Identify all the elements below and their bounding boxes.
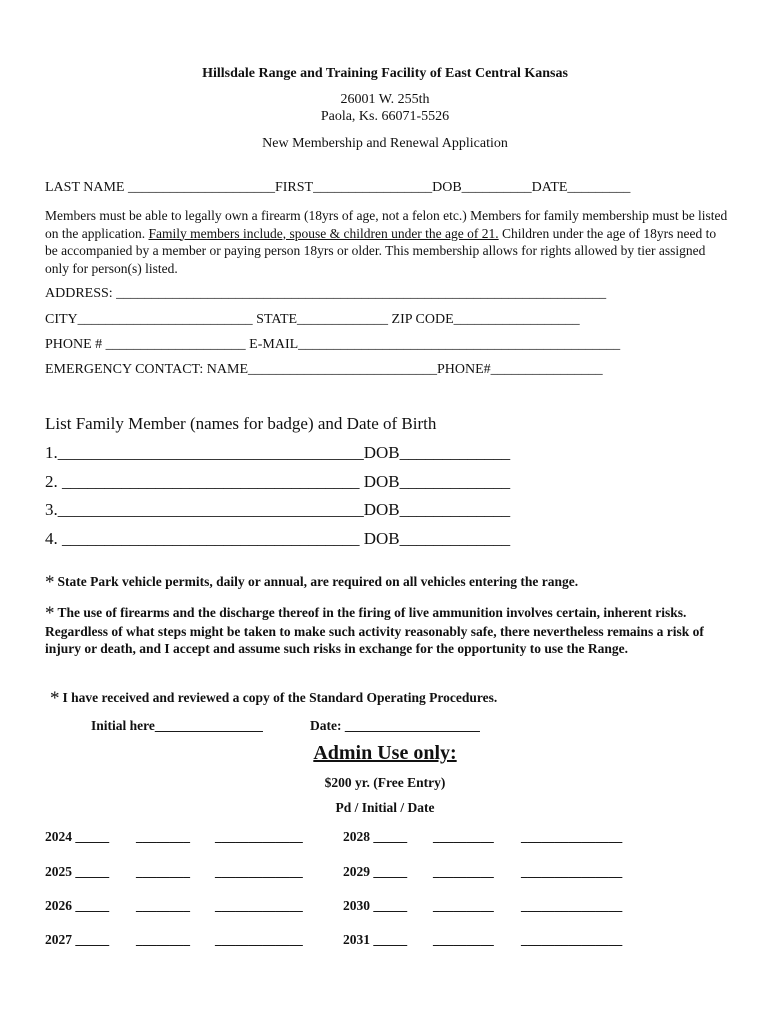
sop-notice-text: I have received and reviewed a copy of the Standard Operating Procedures.	[62, 690, 498, 705]
year-row-2029[interactable]: 2029 _____	[343, 864, 408, 879]
date-field[interactable]: Date: ____________________	[310, 718, 480, 733]
address-line-1: 26001 W. 255th	[340, 92, 430, 107]
year-2027-date[interactable]: _____________	[215, 932, 303, 947]
year-2030-initial[interactable]: _________	[433, 898, 494, 913]
family-heading: List Family Member (names for badge) and Date of Birth	[45, 414, 437, 433]
eligibility-paragraph	[45, 207, 730, 277]
emergency-contact-line[interactable]: EMERGENCY CONTACT: NAME___________________________PHONE#________________	[45, 362, 603, 377]
vehicle-notice	[45, 572, 578, 594]
name-fields-line[interactable]: LAST NAME _____________________FIRST_________________DOB__________DATE_________	[45, 180, 631, 195]
year-2031-date[interactable]: _______________	[521, 932, 623, 947]
year-2024-date[interactable]: _____________	[215, 829, 303, 844]
year-2026-initial[interactable]: ________	[136, 898, 190, 913]
eligibility-underlined: Family members include, spouse & children under the age of 21.	[148, 225, 499, 241]
year-2029-date[interactable]: _______________	[521, 864, 623, 879]
risk-notice	[45, 604, 735, 658]
form-subtitle: New Membership and Renewal Application	[262, 136, 508, 151]
admin-title: Admin Use only:	[313, 742, 457, 764]
year-2028-initial[interactable]: _________	[433, 829, 494, 844]
admin-fee: $200 yr. (Free Entry)	[324, 775, 446, 790]
year-2026-date[interactable]: _____________	[215, 898, 303, 913]
phone-email-line[interactable]: PHONE # ____________________ E-MAIL______________________________________________	[45, 337, 621, 352]
form-title: Hillsdale Range and Training Facility of East Central Kansas	[202, 66, 568, 81]
risk-notice-text: The use of firearms and the discharge thereof in the firing of live ammunition involves certain, inherent risks. Regardless of what steps might be taken to make such activity reasonably safe, there nevertheless remains a risk of injury or death, and I accept and assume such risks in exchange for the opportunity to use the Range.	[45, 605, 704, 656]
year-row-2030[interactable]: 2030 _____	[343, 898, 408, 913]
vehicle-notice-text: State Park vehicle permits, daily or annual, are required on all vehicles entering the range.	[57, 574, 579, 589]
year-2025-initial[interactable]: ________	[136, 864, 190, 879]
year-2027-initial[interactable]: ________	[136, 932, 190, 947]
address-line-2: Paola, Ks. 66071-5526	[320, 109, 450, 124]
address-field-line[interactable]: ADDRESS: ______________________________________________________________________	[45, 286, 607, 301]
eligibility-text-2: Children under the age of 18yrs need to be accompanied by a member or paying person 18yrs or older. This membership allows for rights allowed by tier assigned only for person(s) listed.	[45, 225, 717, 276]
year-row-2028[interactable]: 2028 _____	[343, 829, 408, 844]
year-2024-initial[interactable]: ________	[136, 829, 190, 844]
year-row-2031[interactable]: 2031 _____	[343, 932, 408, 947]
asterisk: *	[45, 572, 55, 593]
city-state-zip-line[interactable]: CITY_________________________ STATE_____________ ZIP CODE__________________	[45, 312, 580, 327]
year-row-2026[interactable]: 2026 _____	[45, 898, 110, 913]
year-row-2024[interactable]: 2024 _____	[45, 829, 110, 844]
year-2025-date[interactable]: _____________	[215, 864, 303, 879]
family-row-4[interactable]: 4. ___________________________________ DOB_____________	[45, 529, 511, 548]
family-row-1[interactable]: 1.____________________________________DOB_____________	[45, 443, 511, 462]
year-2030-date[interactable]: _______________	[521, 898, 623, 913]
initial-field[interactable]: Initial here________________	[91, 718, 263, 733]
eligibility-text-1: Members must be able to legally own a firearm (18yrs of age, not a felon etc.) Members for family membership must be listed on the application.	[45, 208, 728, 241]
asterisk: *	[45, 603, 55, 624]
family-row-3[interactable]: 3.____________________________________DOB_____________	[45, 500, 511, 519]
year-2028-date[interactable]: _______________	[521, 829, 623, 844]
asterisk: *	[50, 688, 60, 709]
family-row-2[interactable]: 2. ___________________________________ DOB_____________	[45, 472, 511, 491]
year-2029-initial[interactable]: _________	[433, 864, 494, 879]
sop-notice	[50, 688, 497, 710]
year-row-2025[interactable]: 2025 _____	[45, 864, 110, 879]
admin-columns: Pd / Initial / Date	[335, 800, 435, 815]
year-2031-initial[interactable]: _________	[433, 932, 494, 947]
year-row-2027[interactable]: 2027 _____	[45, 932, 110, 947]
